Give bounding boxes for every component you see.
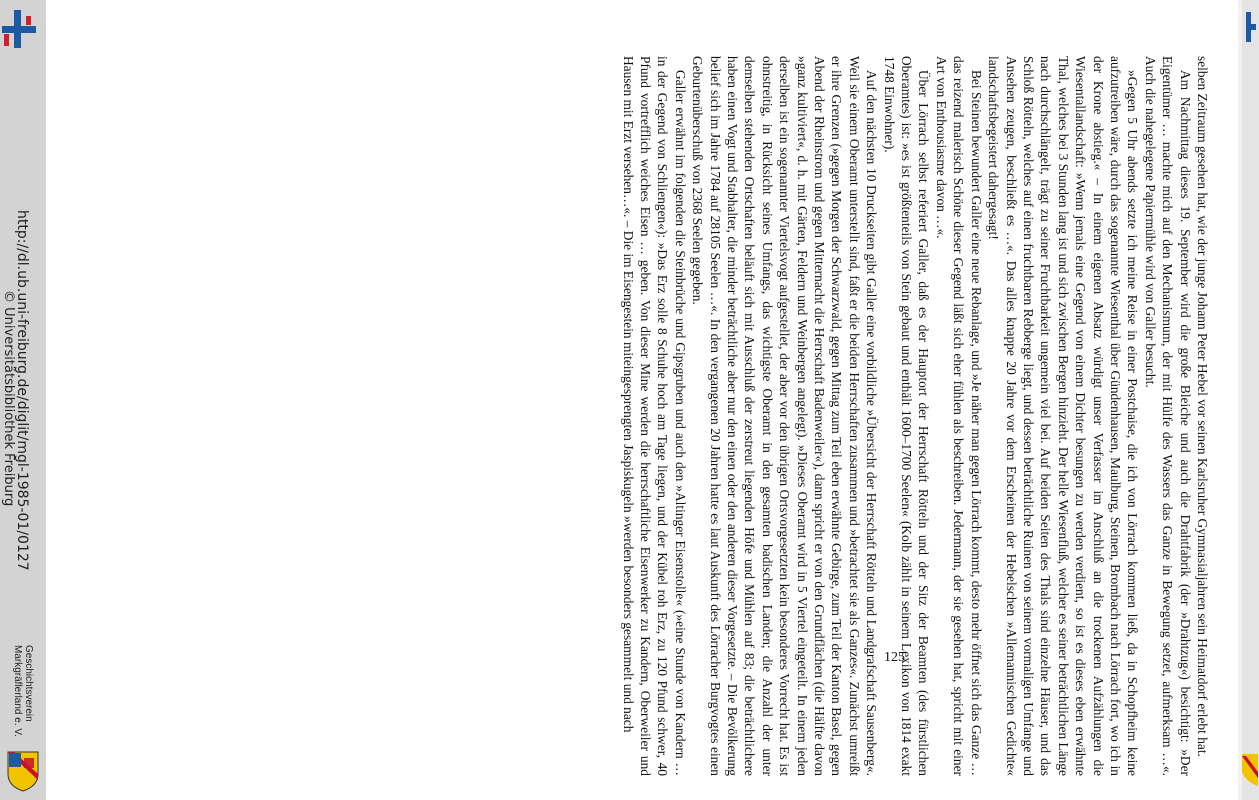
paragraph: »Gegen 5 Uhr abends setzte ich meine Reise in einer Postchaise, die ich von Lörrach kommen ließ, da in Schopfheim keine aufzutreiben wäre, durch das sogenannte Wiesenthal über Gündenhausen, Maulburg, Steinen, Brombach nach Lörrach fort, wo ich in der Krone abstieg.« – In einem eigenen Absatz würdigt unser Verfasser im Anschluß an die trockenen Aufzählungen die Wiesentallandschaft: »Wenn jemals eine Gegend von einem Dichter besungen zu werden verdient, so ist es dieses eben erwähnte Thal, welches bei 3 Stunden lang ist und sich zwischen Bergen hinzieht. Der helle Wiesenfluß, welcher es seiner beträchtlichen Länge nach durchschlängelt, trägt zu seiner Fruchtbarkeit ungemein viel bei. Auf beiden Seiten des Thals sind einzelne Häuser, und das Schloß Rötteln, welches auf einen fruchtbaren Rebberge liegt, und dessen beträchtliche Ruinen von seinem vormaligen Umfange und Ansehen zeugen, beschließt es …«. Das alles knappe 20 Jahre vor dem Erscheinen der Hebelschen »Allemannischen Gedichte« landschaftsbegeistert dahergesagt! — [986, 56, 1141, 776]
body-text — [619, 56, 1211, 776]
coat-of-arms-icon — [6, 750, 40, 792]
org-name — [12, 645, 34, 737]
university-logo-icon — [0, 8, 40, 50]
document-page — [46, 0, 1238, 800]
paragraph: Galler erwähnt im folgenden die Steinbrüche und Gipsgruben und auch den »Altinger Eisenstolle« (»eine Stunde von Kandern … in der Gegend von Schliengen«): »Das Erz solle 8 Schuhe hoch am Tage liegen, und der Kübel roh Erz, zu 120 Pfund schwer, 40 Pfund vortrefflich weiches Eisen … geben. Von dieser Mine werden die herrschaftliche Eisenwerker zu Kandern, Oberweiler und Hausen mit Erzt versehen…«. – Die im Eisengestein miteingesprengten Jaspiskugeln »werden besonders gesammelt und nach — [620, 56, 688, 776]
org-name-line1: Geschichtsverein — [23, 645, 34, 722]
paragraph: selben Zeitraum gesehen hat, wie der junge Johann Peter Hebel vor seinen Karlsruher Gymnasialjahren sein Heimatdorf erlebt hat. — [1195, 56, 1210, 757]
paragraph: Am Nachmittag dieses 19. September wird die große Bleiche und auch die Drahtfabrik (der »Drahtzug«) besichtigt: »Der Eigentümer … machte mich auf den Mechanismum, der mit Hülfe des Wassers das Ganze in Bewegung setzet, aufmerksam …«. Auch die nahegelegene Papiermühle wird von Galler besucht. — [1142, 56, 1193, 776]
university-logo-fragment-icon — [1240, 10, 1256, 46]
org-name-line2: Markgräflerland e. V. — [12, 645, 23, 737]
page-number: 125 — [884, 650, 905, 665]
right-sidebar — [1238, 0, 1259, 800]
paragraph: Bei Steinen bewundert Galler eine neue Rebanlage, und »Je näher man gegen Lörrach kommt, desto mehr öffnet sich das Ganze … das reizend malerisch Schöne dieser Gegend läßt sich eher fühlen als beschreiben. Jedermann, der sie gesehen hat, spricht mit einer Art von Enthousiasme davon …«. — [933, 56, 984, 776]
source-url[interactable]: http://dl.ub.uni-freiburg.de/diglit/mgl-1985-01/0127 — [14, 210, 30, 571]
copyright-text: © Universitätsbibliothek Freiburg — [1, 290, 16, 507]
paragraph: Über Lörrach selbst referiert Galler, daß es der Hauptort der Herrschaft Rötteln und der Sitz der Beamten (des fürstlichen Oberamtes) ist: »es ist größtenteils von Stein gebaut und enthält 1600–1700 Seelen« (Kolb zählt in seinem Lexikon von 1814 exakt 1748 Einwohner). — [881, 56, 932, 776]
paragraph: Auf den nächsten 10 Druckseiten gibt Galler eine vorbildliche »Übersicht der Herrschaft Rötteln und Landgrafschaft Sausenberg«. Weil sie einem Oberamt unterstellt sind, faßt er die beiden Herrschaften zusammen und »betrachtet sie als Ganzes«. Zunächst umreißt er ihre Grenzen (»gegen Morgen der Schwarzwald, gegen Mittag zum Teil eben erwähnte Gebirge, zum Teil der Kanton Basel, gegen Abend der Rheinstrom und gegen Mitternacht die Herrschaft Badenweiler«), dann spricht er von den Grundflächen (die Hälfte davon »ganz kultiviert«, d. h. mit Gärten, Feldern und Weinbergen angelegt). »Dieses Oberamt wird in 5 Viertel eingeteilt. In einem jeden derselben ist ein sogenannter Viertelsvogt aufgestellet, der aber vor den übrigen Ortsvorgesetzten kein besonderes Vorrecht hat. Es ist ohnstreitig, in Rücksicht seines Umfangs, das wichtigste Oberamt in den gesamten badischen Landen; die Anzahl der unter demselben stehenden Ortschaften beläuft sich mit Ausschluß der zerstreut liegenden Höfe und Mühlen auf 83; die beträchtlichere haben einen Vogt und Stabhalter, die minder beträchtliche aber nur den einen oder den anderen dieser Vorgesetzte. – Die Bevölkerung belief sich im Jahre 1784 auf 28105 Seelen …«. In den vergangenen 20 Jahren hatte es laut Auskunft des Lörracher Burgvogtes einen Geburtenüberschuß von 2368 Seelen gegeben. — [690, 56, 880, 776]
page-edge-shadow — [1238, 0, 1242, 800]
rotated-text-block — [619, 56, 1211, 776]
coat-of-arms-fragment-icon — [1240, 752, 1258, 786]
